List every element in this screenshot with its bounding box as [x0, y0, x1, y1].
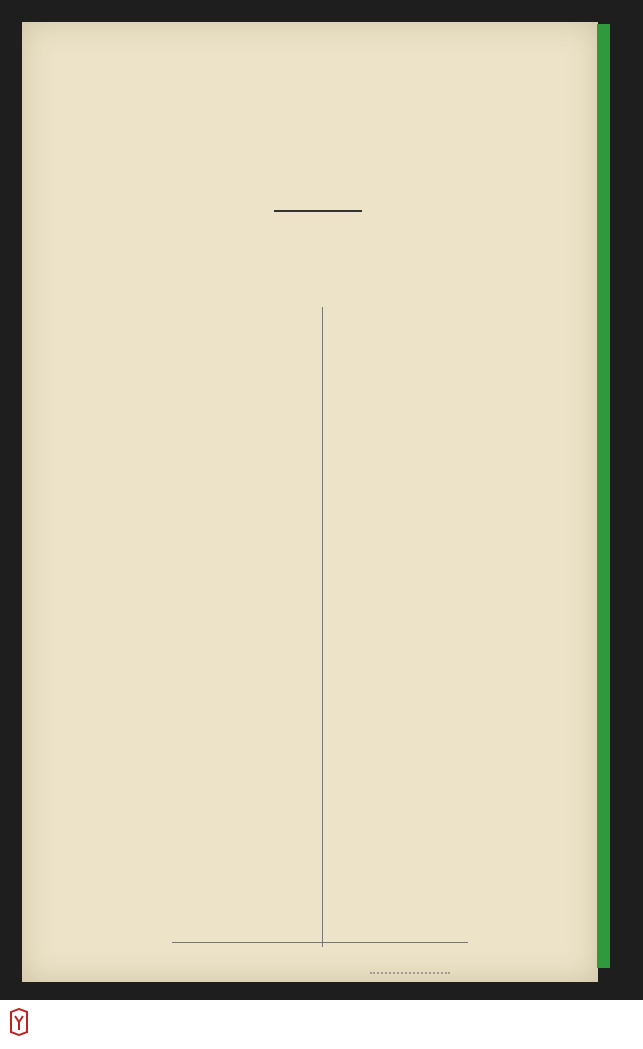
- pencil-mark: [370, 968, 450, 974]
- viewer-bar: [0, 1000, 643, 1049]
- column-divider: [322, 307, 323, 947]
- section-rule: [274, 210, 362, 212]
- footer-rule: [172, 942, 468, 943]
- scanned-page: [22, 22, 598, 982]
- green-edge-tab: [597, 24, 610, 968]
- library-logo-icon[interactable]: [8, 1008, 30, 1036]
